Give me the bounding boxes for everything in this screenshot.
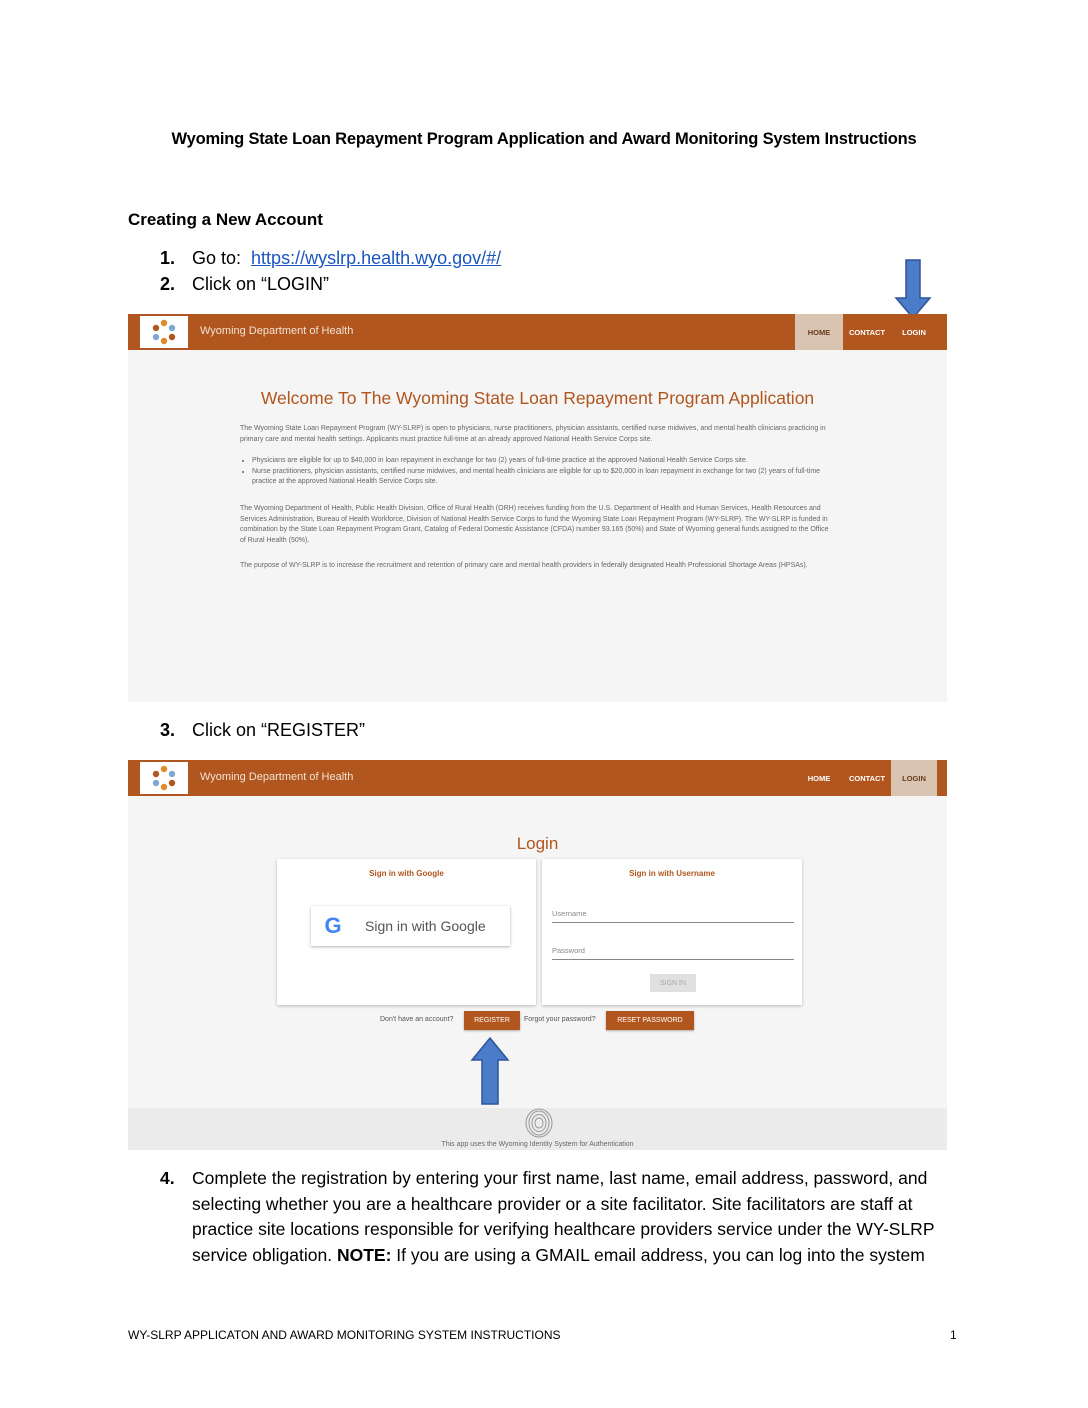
arrow-up-icon	[470, 1036, 510, 1106]
wdh-logo-icon	[147, 318, 181, 346]
google-signin-button[interactable]	[311, 906, 510, 946]
step-3	[160, 720, 365, 741]
step-number: 3.	[160, 720, 176, 740]
step-number: 4.	[160, 1168, 175, 1188]
app-name: Wyoming Department of Health	[200, 771, 354, 783]
nav-login[interactable]: LOGIN	[891, 760, 937, 796]
nav-contact[interactable]: CONTACT	[848, 773, 886, 783]
forgot-password-text: Forgot your password?	[524, 1016, 596, 1023]
intro-paragraph: The Wyoming State Loan Repayment Program (WY-SLRP) is open to physicians, nurse practitioners, physician assistants, certified nurse midwives, and mental health clinicians practicing in primary care and mental health settings. Applicants must practice full-time at an already approved National Health Service Corps site.	[240, 425, 826, 443]
step-text-main: Complete the registration by entering your first name, last name, email address, password, and selecting whether you are a healthcare provider or a site facilitator. Site facilitators are staff at practice site locations responsible for verifying healthcare providers service under the WY-SLRP service obligation.	[192, 1168, 935, 1265]
app-name: Wyoming Department of Health	[200, 325, 354, 337]
sign-in-button[interactable]: SIGN IN	[650, 974, 696, 992]
reset-password-button[interactable]: RESET PASSWORD	[606, 1011, 694, 1030]
step-text: Go to:	[192, 248, 242, 268]
step-text: Click on “REGISTER”	[192, 720, 366, 740]
password-label: Password	[552, 946, 585, 955]
document-title: Wyoming State Loan Repayment Program Application and Award Monitoring System Instructions	[171, 130, 917, 148]
wdh-logo-icon	[147, 764, 181, 792]
card-title: Sign in with Google	[369, 869, 444, 878]
page-footer: WY-SLRP APPLICATON AND AWARD MONITORING SYSTEM INSTRUCTIONS	[128, 1328, 561, 1342]
step-text	[192, 1166, 960, 1268]
step-number: 1.	[160, 248, 176, 268]
nav-home[interactable]: HOME	[795, 314, 843, 350]
app-header	[128, 760, 947, 796]
screenshot-login-page	[128, 760, 947, 1150]
username-signin-card	[542, 859, 802, 1005]
username-label: Username	[552, 909, 587, 918]
screenshot-home-page	[128, 314, 947, 702]
step-number: 2.	[160, 274, 176, 294]
app-footer	[128, 1108, 947, 1150]
logo	[140, 762, 188, 794]
section-heading: Creating a New Account	[128, 210, 323, 229]
nav-login[interactable]: LOGIN	[902, 327, 926, 337]
username-field[interactable]	[552, 922, 794, 923]
purpose-paragraph: The purpose of WY-SLRP is to increase the recruitment and retention of primary care and mental health providers in federally designated Health Professional Shortage Areas (HPSAs).	[240, 562, 808, 569]
arrow-down-icon	[894, 258, 932, 320]
google-icon: G	[324, 913, 342, 938]
welcome-heading: Welcome To The Wyoming State Loan Repayment Program Application	[260, 388, 815, 408]
site-link[interactable]: https://wyslrp.health.wyo.gov/#/	[251, 248, 502, 268]
logo	[140, 316, 188, 348]
register-button[interactable]: REGISTER	[464, 1011, 520, 1030]
google-button-label: Sign in with Google	[365, 918, 486, 934]
eligibility-list	[240, 456, 836, 488]
fingerprint-icon	[524, 1108, 554, 1138]
list-item: • Physicians are eligible for up to $40,000 in loan repayment in exchange for two (2) years of full-time practice at the approved National Health Service Corps site.	[252, 456, 836, 467]
step-4	[160, 1166, 960, 1268]
card-title: Sign in with Username	[629, 869, 715, 878]
no-account-text: Don't have an account?	[380, 1016, 454, 1023]
step-2	[160, 274, 329, 295]
password-field[interactable]	[552, 959, 794, 960]
nav-home[interactable]: HOME	[807, 773, 831, 783]
nav-contact[interactable]: CONTACT	[848, 327, 886, 337]
page-number: 1	[950, 1328, 957, 1342]
google-signin-card	[277, 859, 536, 1005]
app-header	[128, 314, 947, 350]
step-1	[160, 248, 501, 269]
auth-footer-text: This app uses the Wyoming Identity System for Authentication	[441, 1141, 634, 1148]
note-label: NOTE:	[336, 1244, 392, 1265]
funding-paragraph: The Wyoming Department of Health, Public Health Division, Office of Rural Health (ORH) receives funding from the U.S. Department of Health and Human Services, Health Resources and Services Administration, Bureau of Health Workforce, Division of National Health Service Corps to fund the Wyoming State Loan Repayment Program (WY-SLRP). The WY-SLRP is funded in combination by the State Loan Repayment Program Grant, Catalog of Federal Domestic Assistance (CFDA) number 93.165 (50%) and State of Wyoming general funds assigned to the Office of Rural Health (50%).	[240, 505, 829, 544]
list-item: • Nurse practitioners, physician assistants, certified nurse midwives, and mental health clinicians are eligible for up to $20,000 in loan repayment in exchange for two (2) years of full-time practice at the approved National Health Service Corps site.	[252, 467, 836, 488]
login-heading: Login	[516, 834, 559, 853]
step-text-note: If you are using a GMAIL email address, you can log into the system	[391, 1244, 925, 1265]
step-text: Click on “LOGIN”	[192, 274, 330, 294]
